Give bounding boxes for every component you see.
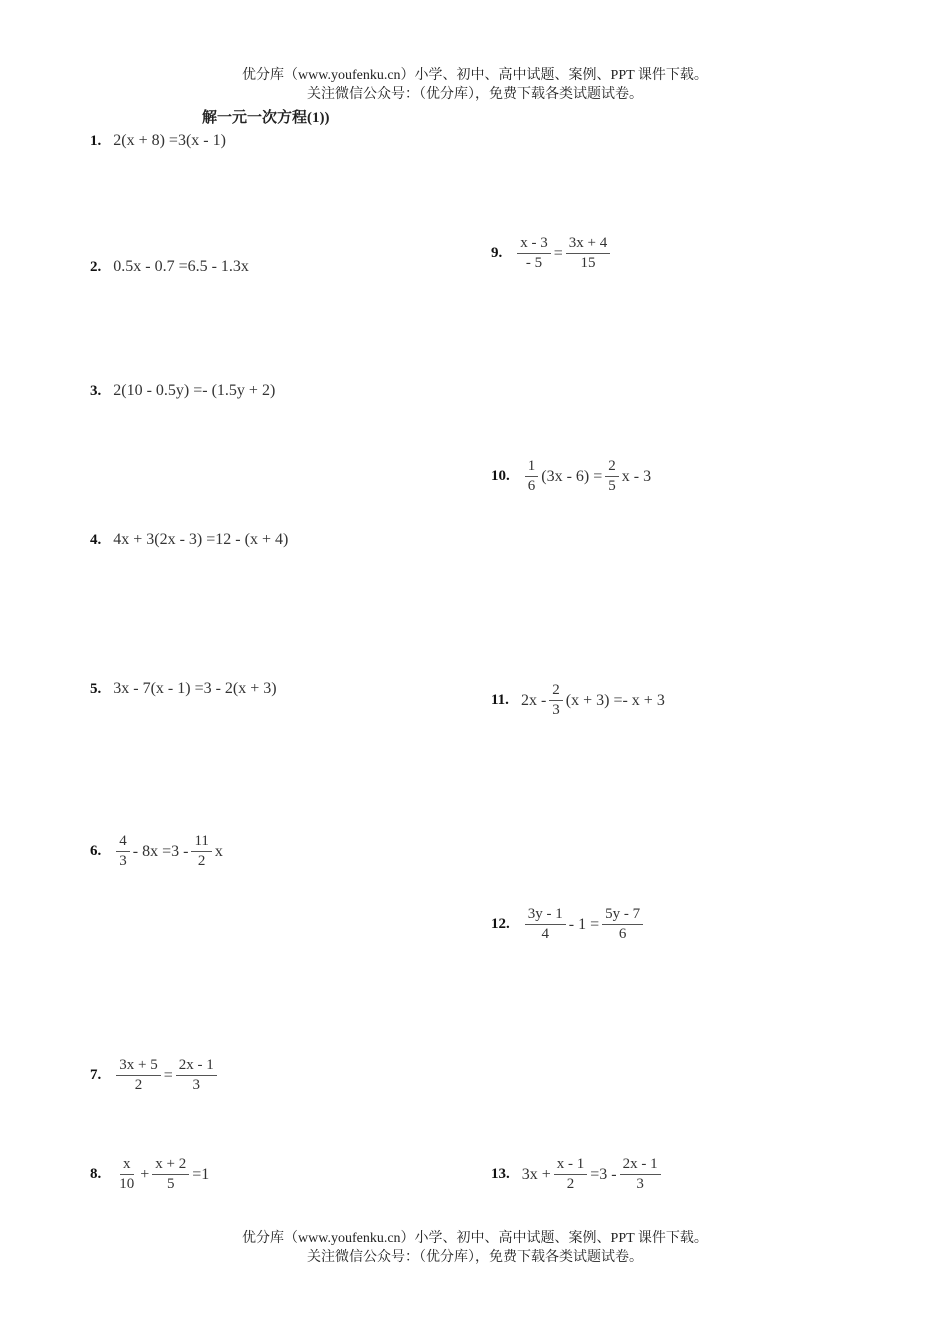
numerator: x - 1 xyxy=(554,1155,588,1175)
fraction xyxy=(605,457,619,496)
problem-13 xyxy=(491,1155,664,1194)
problem-number: 11. xyxy=(491,692,509,708)
equation-part: = xyxy=(163,1066,173,1084)
problem-12 xyxy=(491,905,646,944)
equation-part: (3x - 6) = xyxy=(541,467,603,485)
fraction xyxy=(517,234,551,273)
numerator: x + 2 xyxy=(152,1155,189,1175)
problem-11 xyxy=(491,681,665,720)
problem-number: 6. xyxy=(90,843,102,859)
fraction xyxy=(620,1155,661,1194)
fraction xyxy=(602,905,643,944)
problem-number: 13. xyxy=(491,1166,510,1182)
problem-8 xyxy=(90,1155,209,1194)
problem-1 xyxy=(90,132,226,150)
numerator: x xyxy=(120,1155,134,1175)
equation-part: + xyxy=(140,1165,150,1183)
denominator: 3 xyxy=(552,702,560,718)
equation: 2(x + 8) =3(x - 1) xyxy=(113,132,226,149)
problem-7 xyxy=(90,1056,220,1095)
numerator: 3x + 4 xyxy=(566,234,610,254)
footer-line-1: 优分库（www.youfenku.cn）小学、初中、高中试题、案例、PPT 课件下载。 xyxy=(242,1231,708,1246)
numerator: 1 xyxy=(525,457,539,477)
equation-part: 3x + xyxy=(521,1165,551,1183)
equation-part: =3 - xyxy=(590,1165,617,1183)
denominator: 2 xyxy=(566,1176,575,1192)
worksheet-title: 解一元一次方程(1)) xyxy=(202,110,330,126)
equation: 2(10 - 0.5y) =- (1.5y + 2) xyxy=(113,382,276,399)
fraction xyxy=(525,457,539,496)
numerator: 2x - 1 xyxy=(620,1155,661,1175)
problem-number: 9. xyxy=(491,245,503,261)
fraction xyxy=(116,832,130,871)
equation-part: x xyxy=(214,842,223,860)
header-line-2: 关注微信公众号：（优分库），免费下载各类试题试卷。 xyxy=(307,87,643,102)
problem-9 xyxy=(491,234,613,273)
equation-part: (x + 3) =- x + 3 xyxy=(565,691,665,709)
problem-3 xyxy=(90,382,275,400)
fraction xyxy=(191,832,211,871)
denominator: 3 xyxy=(636,1176,644,1192)
equation-part: =1 xyxy=(192,1165,210,1183)
fraction xyxy=(549,681,563,720)
fraction xyxy=(525,905,566,944)
problem-number: 4. xyxy=(90,531,102,548)
fraction xyxy=(116,1155,137,1194)
problem-number: 1. xyxy=(90,132,102,149)
fraction xyxy=(152,1155,189,1194)
equation: 3x - 7(x - 1) =3 - 2(x + 3) xyxy=(113,680,277,697)
problem-5 xyxy=(90,680,277,698)
equation: 4x + 3(2x - 3) =12 - (x + 4) xyxy=(113,531,289,548)
problem-number: 5. xyxy=(90,680,102,697)
problem-number: 2. xyxy=(90,258,102,275)
denominator: 6 xyxy=(618,926,627,942)
numerator: 2 xyxy=(605,457,619,477)
denominator: 4 xyxy=(541,926,549,942)
problem-number: 7. xyxy=(90,1067,102,1083)
denominator: 5 xyxy=(608,478,616,494)
equation: 0.5x - 0.7 =6.5 - 1.3x xyxy=(113,258,249,275)
fraction xyxy=(176,1056,217,1095)
denominator: 5 xyxy=(167,1176,175,1192)
equation-part: = xyxy=(553,244,563,262)
fraction xyxy=(566,234,610,273)
problem-10 xyxy=(491,457,651,496)
problem-4 xyxy=(90,531,288,549)
problem-number: 3. xyxy=(90,382,102,399)
fraction xyxy=(116,1056,160,1095)
header-line-1: 优分库（www.youfenku.cn）小学、初中、高中试题、案例、PPT 课件下载。 xyxy=(242,68,708,83)
numerator: x - 3 xyxy=(517,234,551,254)
denominator: 6 xyxy=(527,478,536,494)
denominator: 3 xyxy=(119,853,127,869)
problem-number: 8. xyxy=(90,1166,102,1182)
denominator: - 5 xyxy=(525,255,543,271)
numerator: 3x + 5 xyxy=(116,1056,160,1076)
problem-number: 12. xyxy=(491,916,510,932)
problem-number: 10. xyxy=(491,468,510,484)
numerator: 11 xyxy=(191,832,211,852)
numerator: 4 xyxy=(116,832,130,852)
problem-6 xyxy=(90,832,223,871)
numerator: 3y - 1 xyxy=(525,905,566,925)
denominator: 2 xyxy=(197,853,206,869)
equation-part: - 1 = xyxy=(568,915,600,933)
numerator: 2x - 1 xyxy=(176,1056,217,1076)
denominator: 2 xyxy=(134,1077,143,1093)
denominator: 10 xyxy=(119,1176,135,1192)
problem-2 xyxy=(90,258,249,276)
equation-part: 2x - xyxy=(520,691,547,709)
footer-line-2: 关注微信公众号：（优分库），免费下载各类试题试卷。 xyxy=(307,1250,643,1265)
numerator: 2 xyxy=(549,681,563,701)
equation-part: x - 3 xyxy=(621,467,652,485)
equation-part: - 8x =3 - xyxy=(132,842,189,860)
numerator: 5y - 7 xyxy=(602,905,643,925)
fraction xyxy=(554,1155,588,1194)
denominator: 3 xyxy=(192,1077,200,1093)
denominator: 15 xyxy=(580,255,596,271)
